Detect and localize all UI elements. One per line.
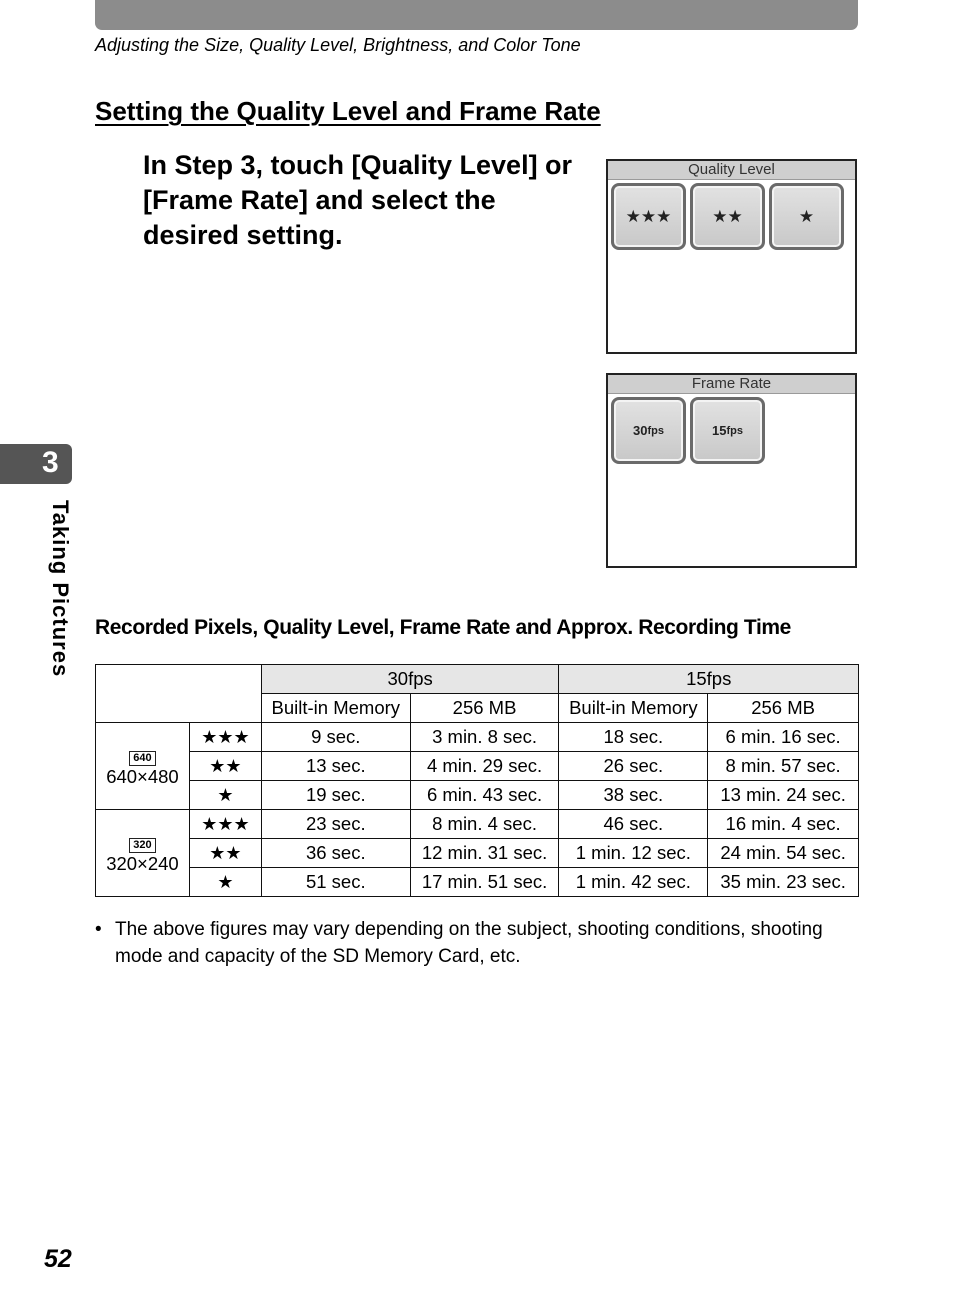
- page-number: 52: [44, 1245, 72, 1273]
- time-cell: 9 sec.: [261, 723, 410, 752]
- frame-rate-title: Frame Rate: [608, 375, 855, 394]
- chapter-number: 3: [42, 446, 59, 479]
- step-instruction: In Step 3, touch [Quality Level] or [Frame Rate] and select the desired setting.: [143, 150, 573, 250]
- resolution-label: 640×480: [106, 766, 179, 787]
- time-cell: 26 sec.: [559, 752, 708, 781]
- fps-30-unit: fps: [647, 424, 664, 437]
- fps-15-button[interactable]: [690, 397, 765, 464]
- time-cell: 19 sec.: [261, 781, 410, 810]
- resolution-label: 320×240: [106, 853, 179, 874]
- fps-30-button[interactable]: [611, 397, 686, 464]
- table-corner: [96, 665, 262, 723]
- time-cell: 51 sec.: [261, 868, 410, 897]
- time-cell: 1 min. 12 sec.: [559, 839, 708, 868]
- resolution-640-icon: 640: [129, 751, 155, 766]
- bullet-icon: •: [95, 919, 102, 940]
- time-cell: 38 sec.: [559, 781, 708, 810]
- fps-30-value: 30: [633, 423, 648, 438]
- footnote: [95, 916, 855, 970]
- frame-rate-panel: [606, 373, 857, 568]
- table-row: [96, 810, 859, 839]
- section-path: Adjusting the Size, Quality Level, Brightness, and Color Tone: [95, 35, 581, 55]
- time-cell: 35 min. 23 sec.: [708, 868, 859, 897]
- chapter-label: Taking Pictures: [48, 500, 73, 678]
- time-cell: 13 min. 24 sec.: [708, 781, 859, 810]
- time-cell: 17 min. 51 sec.: [410, 868, 559, 897]
- time-cell: 18 sec.: [559, 723, 708, 752]
- media-header: 256 MB: [410, 694, 559, 723]
- time-cell: 4 min. 29 sec.: [410, 752, 559, 781]
- resolution-320-icon: 320: [129, 838, 155, 853]
- time-cell: 8 min. 57 sec.: [708, 752, 859, 781]
- time-cell: 6 min. 16 sec.: [708, 723, 859, 752]
- table-row: [96, 781, 859, 810]
- footnote-text: The above figures may vary depending on the subject, shooting conditions, shooting mode and capacity of the SD Memory Card, etc.: [115, 919, 823, 967]
- time-cell: 1 min. 42 sec.: [559, 868, 708, 897]
- time-cell: 23 sec.: [261, 810, 410, 839]
- header-bar: [95, 0, 858, 30]
- quality-stars: ★★★: [189, 723, 261, 752]
- table-title: Recorded Pixels, Quality Level, Frame Rate and Approx. Recording Time: [95, 616, 791, 639]
- quality-stars: ★★★: [189, 810, 261, 839]
- time-cell: 46 sec.: [559, 810, 708, 839]
- time-cell: 16 min. 4 sec.: [708, 810, 859, 839]
- section-title: Setting the Quality Level and Frame Rate: [95, 96, 601, 126]
- quality-stars: ★: [189, 781, 261, 810]
- resolution-640-cell: [96, 723, 190, 810]
- fps-15-value: 15: [712, 423, 727, 438]
- quality-stars: ★★: [189, 752, 261, 781]
- chapter-tab: [0, 444, 72, 484]
- time-cell: 3 min. 8 sec.: [410, 723, 559, 752]
- quality-level-title: Quality Level: [608, 161, 855, 180]
- media-header: Built-in Memory: [261, 694, 410, 723]
- time-cell: 8 min. 4 sec.: [410, 810, 559, 839]
- fps-15-unit: fps: [726, 424, 743, 437]
- time-cell: 6 min. 43 sec.: [410, 781, 559, 810]
- media-header: 256 MB: [708, 694, 859, 723]
- fps-header-30: 30fps: [261, 665, 559, 694]
- table-row: [96, 723, 859, 752]
- resolution-320-cell: [96, 810, 190, 897]
- quality-2-star-button[interactable]: ★★: [690, 183, 765, 250]
- time-cell: 24 min. 54 sec.: [708, 839, 859, 868]
- recording-time-table: [95, 664, 859, 897]
- table-row: [96, 752, 859, 781]
- quality-3-star-button[interactable]: ★★★: [611, 183, 686, 250]
- quality-level-panel: [606, 159, 857, 354]
- time-cell: 36 sec.: [261, 839, 410, 868]
- table-row: [96, 868, 859, 897]
- media-header: Built-in Memory: [559, 694, 708, 723]
- table-row: [96, 839, 859, 868]
- fps-header-15: 15fps: [559, 665, 859, 694]
- time-cell: 12 min. 31 sec.: [410, 839, 559, 868]
- quality-1-star-button[interactable]: ★: [769, 183, 844, 250]
- time-cell: 13 sec.: [261, 752, 410, 781]
- quality-stars: ★★: [189, 839, 261, 868]
- quality-stars: ★: [189, 868, 261, 897]
